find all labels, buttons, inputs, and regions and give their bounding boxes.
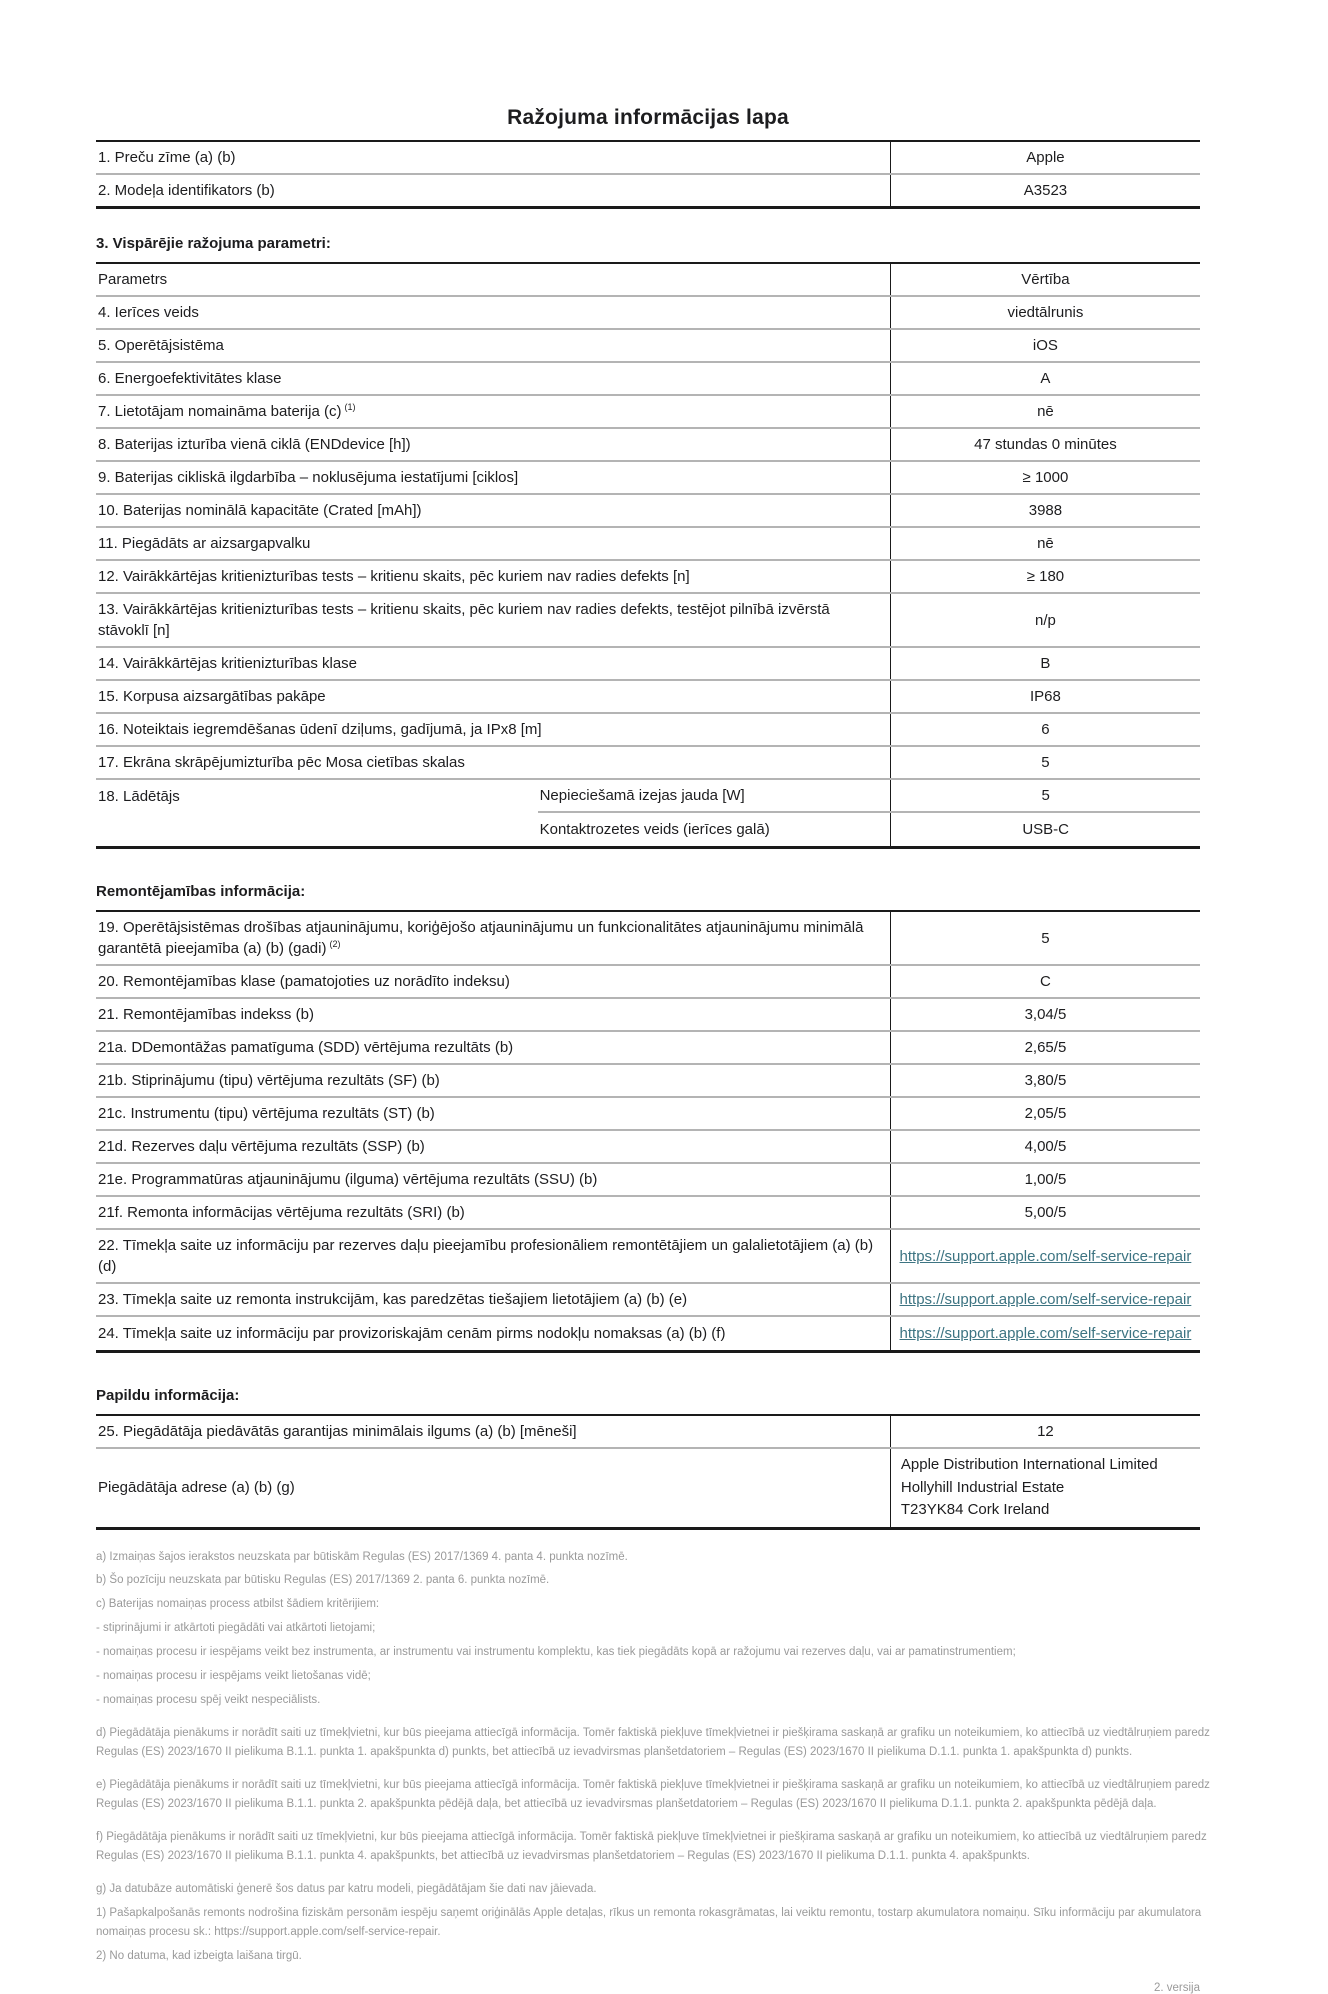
param-label: 6. Energoefektivitātes klase bbox=[96, 363, 891, 394]
address-line: Apple Distribution International Limited bbox=[900, 1456, 1158, 1473]
footnote-criterion: - nomaiņas procesu spēj veikt nespeciālists. bbox=[96, 1694, 321, 1707]
param-label: 21f. Remonta informācijas vērtējuma rezultāts (SRI) (b) bbox=[96, 1197, 891, 1228]
param-label: 21. Remontējamības indekss (b) bbox=[96, 999, 891, 1030]
table-row bbox=[96, 966, 1200, 999]
param-value: viedtālrunis bbox=[1007, 304, 1084, 321]
table-row bbox=[96, 1032, 1200, 1065]
table-row bbox=[96, 1164, 1200, 1197]
param-value: USB-C bbox=[1022, 821, 1069, 838]
column-header-value: Vērtība bbox=[1021, 271, 1070, 288]
param-label: 14. Vairākkārtējas kritienizturības klase bbox=[96, 648, 891, 679]
general-table bbox=[96, 262, 1200, 849]
footnote-superscript: (2) bbox=[329, 939, 341, 949]
table-row bbox=[96, 714, 1200, 747]
param-label: 8. Baterijas izturība vienā ciklā (ENDdevice [h]) bbox=[96, 429, 891, 460]
table-row bbox=[96, 495, 1200, 528]
self-service-repair-link[interactable]: https://support.apple.com/self-service-repair bbox=[899, 1247, 1192, 1265]
footnote: 1) Pašapkalpošanās remonts nodrošina fiziskām personām iespēju saņemt oriģinālās Apple detaļas, rīkus un remonta rokasgrāmatas, lai veiktu remontu, tostarp akumulatora nomaiņu. Sīku informāciju par akumulatora nomaiņas procesu sk.: https://support.apple.com/self-service-repair. bbox=[96, 1907, 1202, 1939]
footnote: c) Baterijas nomaiņas process atbilst šādiem kritērijiem: bbox=[96, 1598, 380, 1611]
table-row bbox=[96, 1065, 1200, 1098]
param-value: A3523 bbox=[1023, 182, 1068, 199]
repair-table bbox=[96, 910, 1200, 1353]
section-heading-general: 3. Vispārējie ražojuma parametri: bbox=[96, 235, 331, 252]
footnote: b) Šo pozīciju neuzskata par būtisku Regulas (ES) 2017/1369 2. panta 6. punkta nozīmē. bbox=[96, 1574, 550, 1587]
table-row bbox=[96, 747, 1200, 780]
param-label: 7. Lietotājam nomaināma baterija (c) $^{(1)}$ bbox=[96, 396, 891, 427]
self-service-repair-link[interactable]: https://support.apple.com/self-service-repair bbox=[899, 1325, 1192, 1342]
footnote: d) Piegādātāja pienākums ir norādīt saiti uz tīmekļvietni, kur būs pieejama attiecīgā informācija. Tomēr faktiskā piekļuve tīmekļvietnei ir piešķirama saskaņā ar grafiku un noteikumiem, ko attiecībā uz viedtālruņiem paredz Regulas (ES) 2023/1670 II pielikuma B.1.1. punkta 1. apakšpunkta d) punkts, bet attiecībā uz ievadvirsmas planšetdatoriem – Regulas (ES) 2023/1670 II pielikuma D.1.1. punkta 1. apakšpunkta d) punkts. bbox=[96, 1727, 1210, 1759]
param-value: iOS bbox=[1032, 337, 1058, 354]
table-row bbox=[96, 175, 1200, 206]
footnotes bbox=[96, 1548, 1240, 1994]
param-sublabel: Kontaktrozetes veids (ierīces galā) bbox=[538, 813, 892, 846]
page-title: Ražojuma informācijas lapa bbox=[507, 106, 789, 129]
table-row bbox=[96, 648, 1200, 681]
table-row bbox=[96, 396, 1200, 429]
table-row bbox=[96, 1230, 1200, 1284]
param-label: 11. Piegādāts ar aizsargapvalku bbox=[96, 528, 891, 559]
address-line: Hollyhill Industrial Estate bbox=[900, 1478, 1065, 1496]
footnote-superscript: (1) bbox=[344, 402, 356, 412]
param-label: 21d. Rezerves daļu vērtējuma rezultāts (SSP) (b) bbox=[96, 1131, 891, 1162]
param-value bbox=[891, 1230, 1200, 1282]
param-label: 1. Preču zīme (a) (b) bbox=[96, 142, 891, 173]
param-label: 16. Noteiktais iegremdēšanas ūdenī dziļums, gadījumā, ja IPx8 [m] bbox=[96, 714, 891, 745]
charger-subtable bbox=[538, 780, 1200, 846]
footnote: a) Izmaiņas šajos ierakstos neuzskata par būtiskām Regulas (ES) 2017/1369 4. panta 4. punkta nozīmē. bbox=[96, 1550, 628, 1563]
footnote-criterion: - stiprinājumi ir atkārtoti piegādāti vai atkārtoti lietojami; bbox=[96, 1622, 376, 1635]
param-value: 5 bbox=[1041, 787, 1050, 804]
table-header-row bbox=[96, 264, 1200, 297]
param-value: 4,00/5 bbox=[1024, 1138, 1067, 1155]
param-value: 3988 bbox=[1028, 502, 1063, 519]
section-heading-additional: Papildu informācija: bbox=[96, 1387, 240, 1404]
param-value: B bbox=[1040, 655, 1051, 672]
param-label: 15. Korpusa aizsargātības pakāpe bbox=[96, 681, 891, 712]
table-row bbox=[96, 297, 1200, 330]
table-row bbox=[96, 462, 1200, 495]
param-value: A bbox=[1040, 370, 1051, 387]
table-row bbox=[96, 142, 1200, 175]
param-value: 1,00/5 bbox=[1024, 1171, 1067, 1188]
table-row bbox=[96, 999, 1200, 1032]
address-line: T23YK84 Cork Ireland bbox=[900, 1501, 1050, 1518]
table-row bbox=[96, 912, 1200, 966]
footnote-criterion: - nomaiņas procesu ir iespējams veikt lietošanas vidē; bbox=[96, 1670, 371, 1683]
param-value: 2,65/5 bbox=[1024, 1039, 1067, 1056]
supplier-address bbox=[891, 1449, 1200, 1527]
table-row bbox=[96, 330, 1200, 363]
table-row bbox=[96, 1416, 1200, 1449]
self-service-repair-link[interactable]: https://support.apple.com/self-service-repair bbox=[899, 1291, 1192, 1308]
param-value: IP68 bbox=[1030, 688, 1061, 705]
param-value: 3,80/5 bbox=[1024, 1072, 1067, 1089]
footnote: f) Piegādātāja pienākums ir norādīt saiti uz tīmekļvietni, kur būs pieejama attiecīgā informācija. Tomēr faktiskā piekļuve tīmekļvietnei ir piešķirama saskaņā ar grafiku un noteikumiem, ko attiecībā uz viedtālruņiem paredz Regulas (ES) 2023/1670 II pielikuma B.1.1. punkta 4. apakšpunkts, bet attiecībā uz ievadvirsmas planšetdatoriem – Regulas (ES) 2023/1670 II pielikuma D.1.1. punkta 4. apakšpunkts. bbox=[96, 1831, 1207, 1863]
param-label: 25. Piegādātāja piedāvātās garantijas minimālais ilgums (a) (b) [mēneši] bbox=[96, 1416, 891, 1447]
param-label: 22. Tīmekļa saite uz informāciju par rezerves daļu pieejamību profesionāliem remontētājiem un galalietotājiem (a) (b) (d) bbox=[96, 1230, 891, 1282]
param-label: 21a. DDemontāžas pamatīguma (SDD) vērtējuma rezultāts (b) bbox=[96, 1032, 891, 1063]
param-value bbox=[891, 1284, 1200, 1315]
param-value: C bbox=[1040, 973, 1051, 990]
table-row bbox=[538, 813, 1200, 846]
param-label: 13. Vairākkārtējas kritienizturības tests – kritienu skaits, pēc kuriem nav radies defekts, testējot pilnībā izvērstā stāvoklī [n] bbox=[96, 594, 891, 646]
param-value: 12 bbox=[1037, 1423, 1054, 1440]
param-value: ≥ 180 bbox=[1026, 568, 1065, 585]
param-label: 10. Baterijas nominālā kapacitāte (Crated [mAh]) bbox=[96, 495, 891, 526]
identity-table bbox=[96, 140, 1200, 209]
table-row bbox=[96, 561, 1200, 594]
param-value: 5 bbox=[1041, 929, 1050, 947]
param-sublabel: Nepieciešamā izejas jauda [W] bbox=[538, 780, 892, 811]
param-value: nē bbox=[1037, 535, 1054, 552]
param-value bbox=[891, 1317, 1200, 1350]
param-value: 6 bbox=[1041, 721, 1050, 738]
table-row bbox=[96, 594, 1200, 648]
param-value: Apple bbox=[1026, 149, 1065, 166]
param-label: 20. Remontējamības klase (pamatojoties uz norādīto indeksu) bbox=[96, 966, 891, 997]
param-label: 5. Operētājsistēma bbox=[96, 330, 891, 361]
table-row bbox=[96, 363, 1200, 396]
param-value: ≥ 1000 bbox=[1022, 469, 1069, 486]
param-value: 3,04/5 bbox=[1024, 1006, 1067, 1023]
param-label: 18. Lādētājs bbox=[98, 788, 180, 805]
param-value: 5 bbox=[1041, 754, 1050, 771]
table-row bbox=[96, 429, 1200, 462]
footnote: g) Ja datubāze automātiski ģenerē šos datus par katru modeli, piegādātājam šie dati nav jāievada. bbox=[96, 1883, 597, 1896]
param-label: 19. Operētājsistēmas drošības atjauninājumu, koriģējošo atjauninājumu un funkcionalitātes atjauninājumu minimālā garantētā pieejamība (a) (b) (gadi) $^{(2)}$ bbox=[96, 912, 891, 964]
table-row bbox=[96, 1284, 1200, 1317]
table-row bbox=[96, 1098, 1200, 1131]
table-row bbox=[96, 1197, 1200, 1230]
param-label: 21e. Programmatūras atjauninājumu (ilguma) vērtējuma rezultāts (SSU) (b) bbox=[96, 1164, 891, 1195]
table-row bbox=[96, 681, 1200, 714]
param-label: 4. Ierīces veids bbox=[96, 297, 891, 328]
param-value: n/p bbox=[1035, 611, 1056, 629]
footnote: 2) No datuma, kad izbeigta laišana tirgū. bbox=[96, 1950, 302, 1962]
footnote-criterion: - nomaiņas procesu ir iespējams veikt bez instrumenta, ar instrumentu vai instrumentu komplektu, kas tiek piegādāts kopā ar ražojumu vai rezerves daļu, vai ar pamatinstrumentiem; bbox=[96, 1646, 1016, 1659]
supplier-address-row bbox=[96, 1449, 1200, 1527]
param-label: 21b. Stiprinājumu (tipu) vērtējuma rezultāts (SF) (b) bbox=[96, 1065, 891, 1096]
table-row bbox=[96, 528, 1200, 561]
footnote: e) Piegādātāja pienākums ir norādīt saiti uz tīmekļvietni, kur būs pieejama attiecīgā informācija. Tomēr faktiskā piekļuve tīmekļvietnei ir piešķirama saskaņā ar grafiku un noteikumiem, ko attiecībā uz viedtālruņiem paredz Regulas (ES) 2023/1670 II pielikuma B.1.1. punkta 2. apakšpunkta pēdējā daļa, bet attiecībā uz ievadvirsmas planšetdatoriem – Regulas (ES) 2023/1670 II pielikuma D.1.1. punkta 2. apakšpunkta pēdējā daļa. bbox=[96, 1779, 1210, 1811]
param-value: 2,05/5 bbox=[1024, 1105, 1067, 1122]
param-label: 24. Tīmekļa saite uz informāciju par provizoriskajām cenām pirms nodokļu nomaksas (a) (b) (f) bbox=[96, 1317, 891, 1350]
additional-table bbox=[96, 1414, 1200, 1530]
param-label: 9. Baterijas cikliskā ilgdarbība – noklusējuma iestatījumi [ciklos] bbox=[96, 462, 891, 493]
version-label: 2. versija bbox=[1153, 1981, 1200, 1994]
table-row bbox=[96, 1131, 1200, 1164]
column-header-parameter: Parametrs bbox=[96, 264, 891, 295]
param-label: 17. Ekrāna skrāpējumizturība pēc Mosa cietības skalas bbox=[96, 747, 891, 778]
table-row bbox=[96, 1317, 1200, 1350]
param-label: Piegādātāja adrese (a) (b) (g) bbox=[96, 1449, 891, 1527]
param-label: 2. Modeļa identifikators (b) bbox=[96, 175, 891, 206]
param-label: 12. Vairākkārtējas kritienizturības tests – kritienu skaits, pēc kuriem nav radies defekts [n] bbox=[96, 561, 891, 592]
param-value: 47 stundas 0 minūtes bbox=[974, 436, 1117, 453]
charger-row bbox=[96, 780, 1200, 846]
table-row bbox=[538, 780, 1200, 813]
param-label: 23. Tīmekļa saite uz remonta instrukcijām, kas paredzētas tiešajiem lietotājiem (a) (b) (e) bbox=[96, 1284, 891, 1315]
section-heading-repair: Remontējamības informācija: bbox=[96, 883, 306, 900]
param-label: 21c. Instrumentu (tipu) vērtējuma rezultāts (ST) (b) bbox=[96, 1098, 891, 1129]
param-value: nē bbox=[1037, 403, 1054, 420]
param-value: 5,00/5 bbox=[1024, 1204, 1067, 1221]
